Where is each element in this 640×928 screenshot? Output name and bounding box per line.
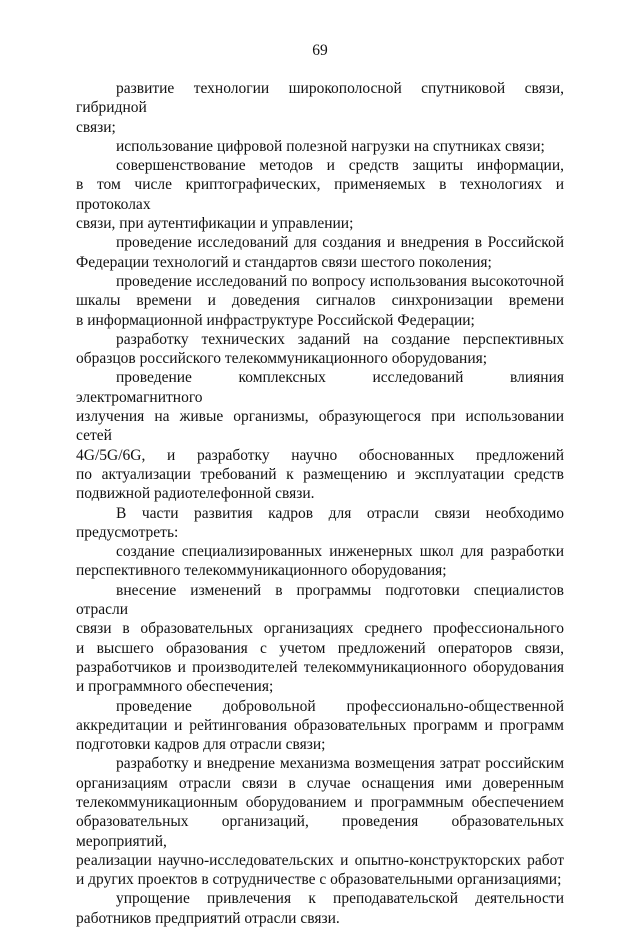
- paragraph: [76, 754, 564, 889]
- paragraph-line: подготовки кадров для отрасли связи;: [76, 736, 326, 754]
- paragraph: [76, 156, 564, 233]
- paragraph-line: подвижной радиотелефонной связи.: [76, 485, 315, 503]
- paragraph-line: перспективного телекоммуникационного оборудования;: [76, 562, 447, 580]
- paragraph: [76, 79, 564, 137]
- paragraph: [76, 697, 564, 755]
- paragraph-line: В части развития кадров для отрасли связи необходимо: [116, 504, 564, 522]
- paragraph: [76, 330, 564, 369]
- paragraph-line: аккредитации и рейтингования образовательных программ и программ: [76, 716, 564, 734]
- paragraph-line: реализации научно-исследовательских и опытно-конструкторских работ: [76, 851, 564, 869]
- paragraph: [76, 272, 564, 330]
- paragraph-line: развитие технологии широкополосной спутниковой связи, гибридной: [76, 80, 564, 117]
- paragraph-line: связи в образовательных организациях среднего профессионального: [76, 620, 564, 638]
- paragraph-line: в информационной инфраструктуре Российской Федерации;: [76, 311, 475, 329]
- paragraph-line: по актуализации требований к размещению и эксплуатации средств: [76, 465, 564, 483]
- paragraph-line: образовательных организаций, проведения образовательных мероприятий,: [76, 813, 564, 850]
- paragraph-line: предусмотреть:: [76, 523, 179, 541]
- paragraph: [76, 889, 564, 928]
- paragraph: [76, 542, 564, 581]
- paragraph: [76, 368, 564, 503]
- paragraph-line: шкалы времени и доведения сигналов синхронизации времени: [76, 292, 564, 310]
- document-body: [76, 79, 564, 928]
- paragraph-line: разработчиков и производителей телекоммуникационного оборудования: [76, 658, 564, 676]
- paragraph-line: и высшего образования с учетом предложений операторов связи,: [76, 639, 564, 657]
- page-number: 69: [312, 42, 328, 59]
- paragraph: [76, 137, 564, 156]
- paragraph-line: телекоммуникационным оборудованием и программным обеспечением: [76, 793, 564, 811]
- paragraph-line: и программного обеспечения;: [76, 678, 274, 696]
- paragraph-line: организациям отрасли связи в случае оснащения ими доверенным: [76, 774, 564, 792]
- paragraph-line: связи;: [76, 118, 116, 136]
- paragraph-line: проведение добровольной профессионально-общественной: [116, 697, 564, 715]
- paragraph-line: работников предприятий отрасли связи.: [76, 909, 340, 927]
- paragraph-line: упрощение привлечения к преподавательской деятельности: [116, 890, 564, 908]
- paragraph-line: проведение исследований для создания и внедрения в Российской: [116, 234, 564, 252]
- paragraph-line: связи, при аутентификации и управлении;: [76, 215, 354, 233]
- paragraph-line: разработку технических заданий на создание перспективных: [116, 330, 564, 348]
- paragraph-line: совершенствование методов и средств защиты информации,: [116, 157, 564, 175]
- paragraph-line: Федерации технологий и стандартов связи шестого поколения;: [76, 253, 492, 271]
- paragraph: [76, 233, 564, 272]
- paragraph-line: проведение исследований по вопросу использования высокоточной: [116, 272, 564, 290]
- paragraph-line: использование цифровой полезной нагрузки на спутниках связи;: [116, 137, 545, 155]
- paragraph: [76, 581, 564, 697]
- paragraph-line: создание специализированных инженерных школ для разработки: [116, 543, 564, 561]
- paragraph-line: и других проектов в сотрудничестве с образовательными организациями;: [76, 871, 562, 889]
- paragraph-line: проведение комплексных исследований влияния электромагнитного: [76, 369, 564, 406]
- paragraph-line: образцов российского телекоммуникационного оборудования;: [76, 350, 488, 368]
- paragraph-line: внесение изменений в программы подготовки специалистов отрасли: [76, 581, 564, 619]
- paragraph-line: 4G/5G/6G, и разработку научно обоснованных предложений: [76, 446, 564, 464]
- paragraph-line: разработку и внедрение механизма возмещения затрат российским: [116, 755, 564, 773]
- paragraph: [76, 504, 564, 543]
- paragraph-line: в том числе криптографических, применяемых в технологиях и протоколах: [76, 176, 564, 213]
- paragraph-line: излучения на живые организмы, образующегося при использовании сетей: [76, 408, 564, 445]
